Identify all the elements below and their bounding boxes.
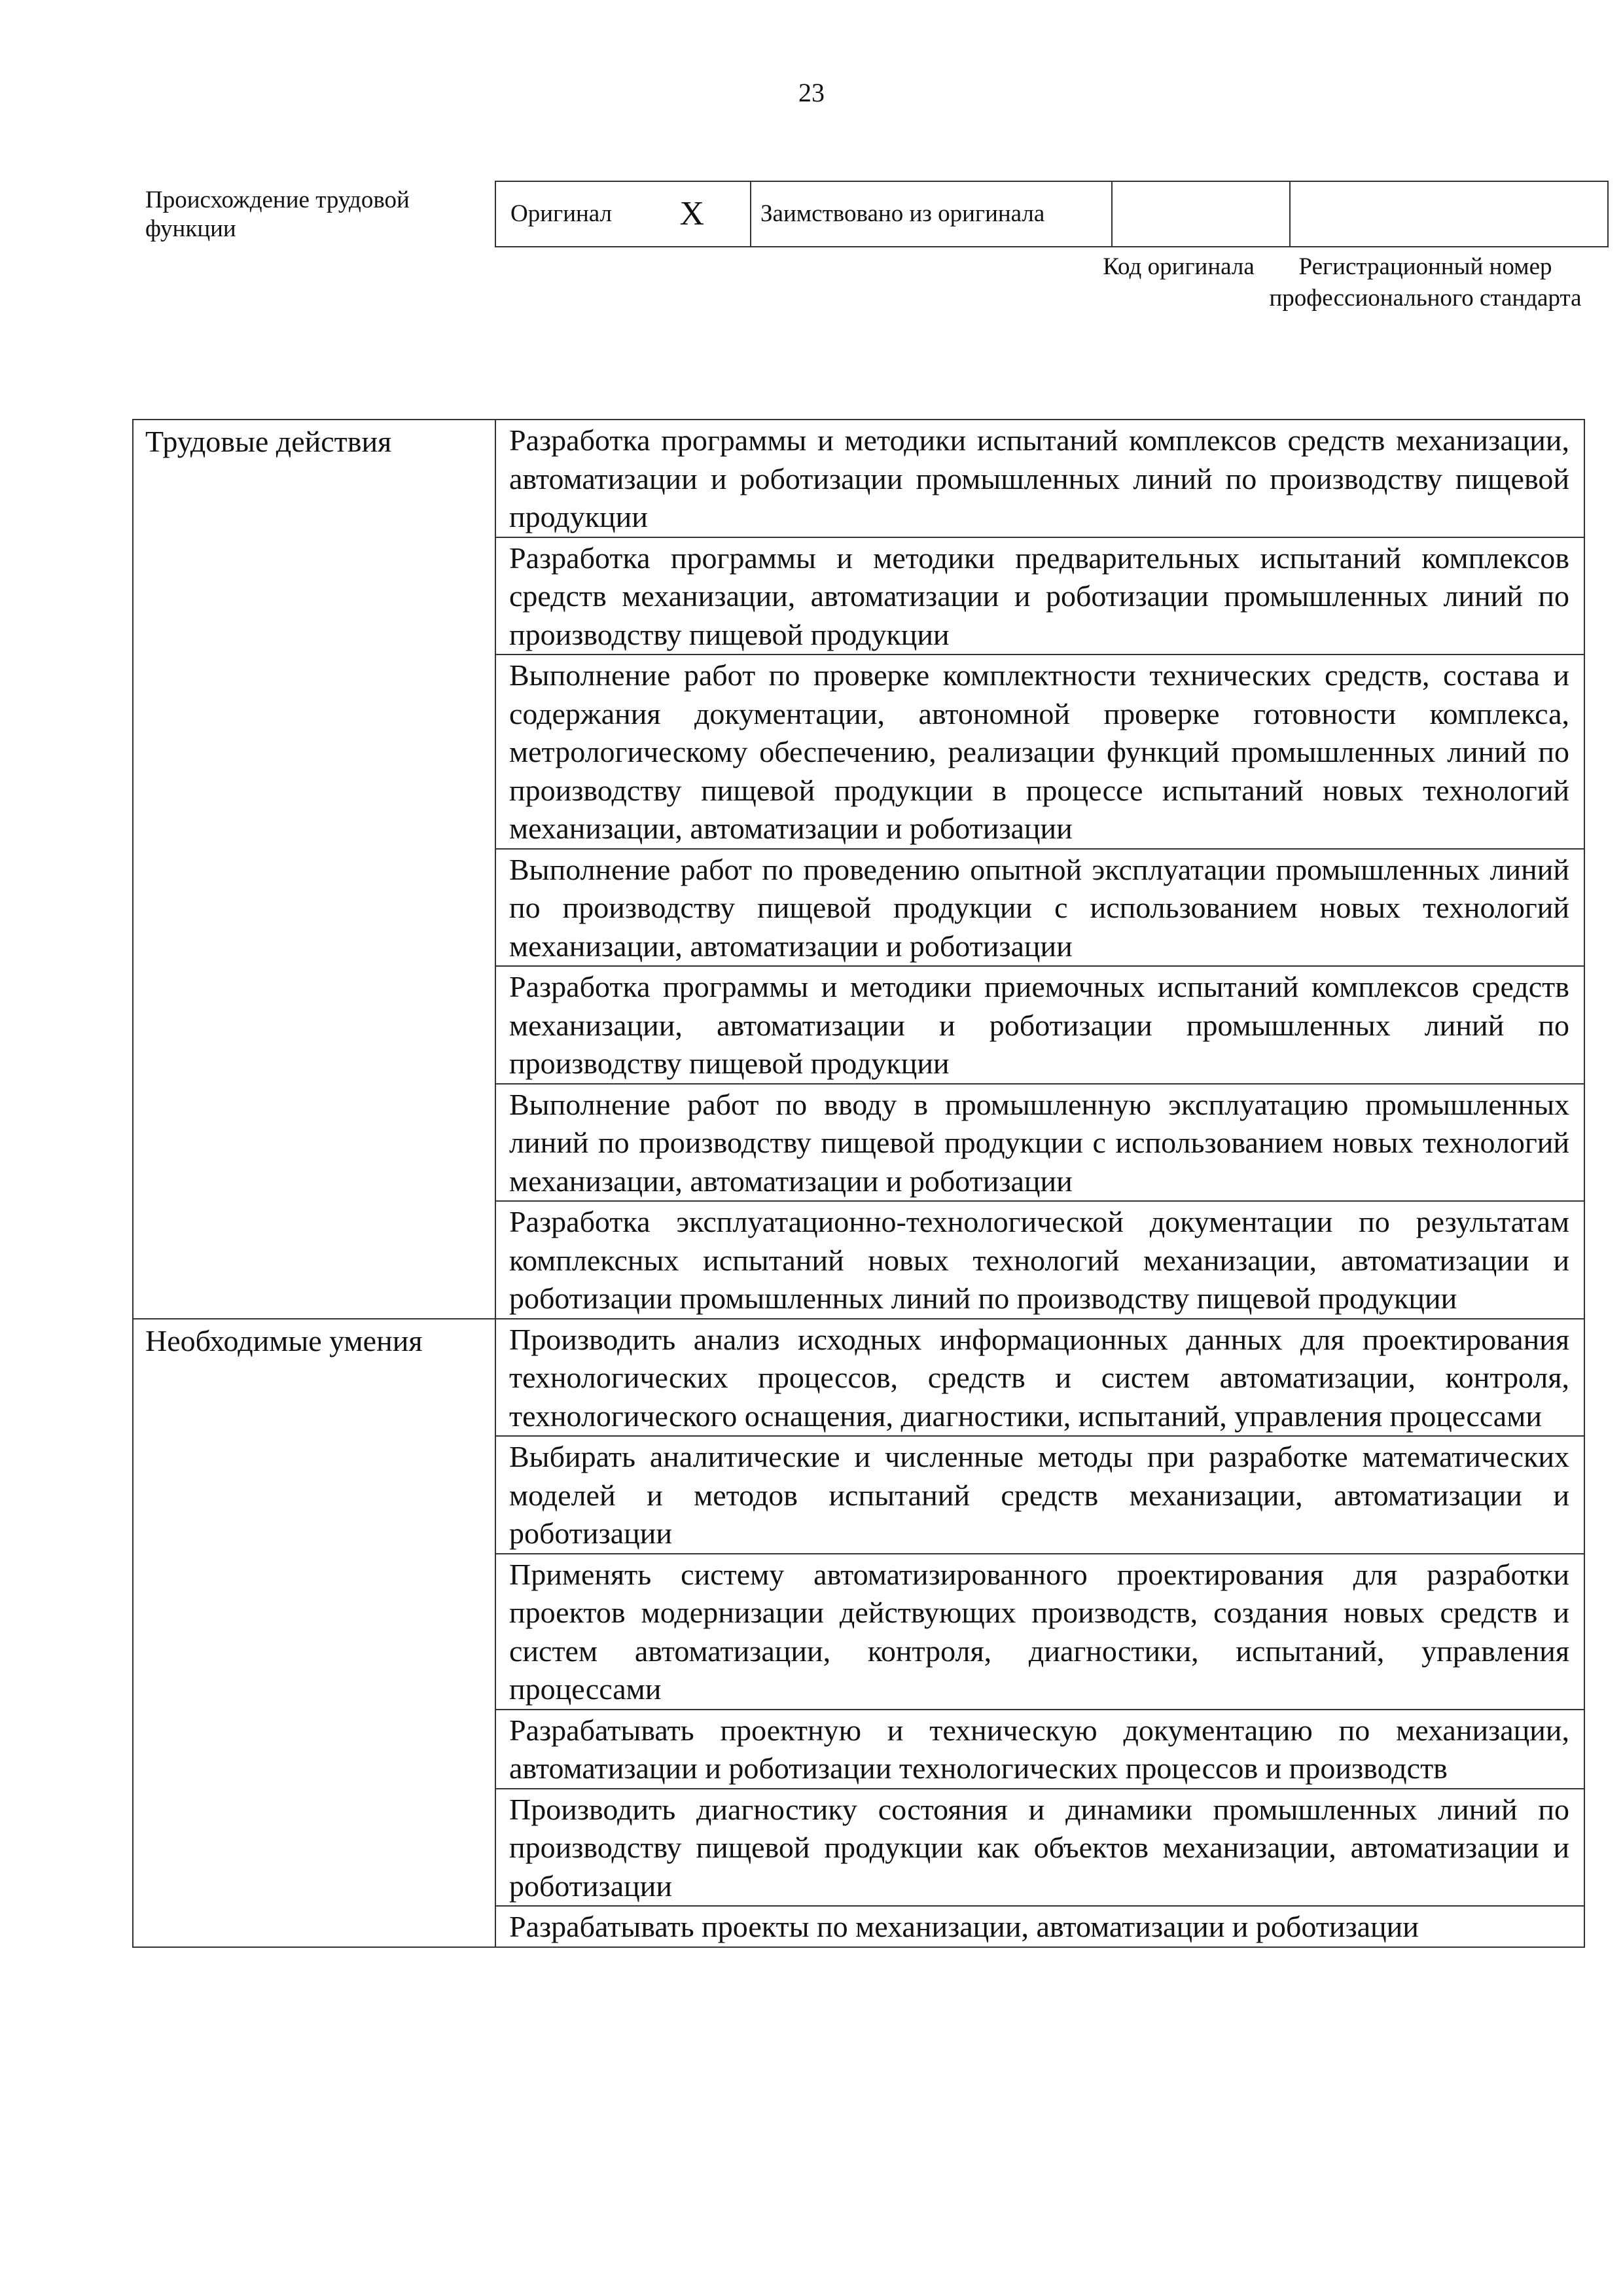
required-skills-item: Производить анализ исходных информационных данных для проектирования технологических процессов, средств и систем автоматизации, контроля, технологического оснащения, диагностики, испытаний, управления процессами xyxy=(495,1319,1584,1437)
registration-number-caption: Регистрационный номер профессионального стандарта xyxy=(1269,253,1582,312)
labor-actions-item: Разработка эксплуатационно-технологической документации по результатам комплексных испытаний новых технологий механизации, автоматизации и роботизации промышленных линий по производству пищевой продукции xyxy=(495,1201,1584,1319)
labor-actions-item: Разработка программы и методики предварительных испытаний комплексов средств механизации, автоматизации и роботизации промышленных линий по производству пищевой продукции xyxy=(495,537,1584,655)
labor-actions-item: Выполнение работ по проведению опытной эксплуатации промышленных линий по производству пищевой продукции с использованием новых технологий механизации, автоматизации и роботизации xyxy=(495,849,1584,967)
page-number: 23 xyxy=(798,78,825,107)
table-row xyxy=(133,1319,1584,1437)
labor-actions-item: Выполнение работ по проверке комплектности технических средств, состава и содержания документации, автономной проверке готовности комплекса, метрологическому обеспечению, реализации функций промышленных линий по производству пищевой продукции в процессе испытаний новых технологий механизации, автоматизации и роботизации xyxy=(495,655,1584,849)
table-row xyxy=(133,420,1584,537)
registration-number-cell xyxy=(1290,181,1608,247)
labor-actions-item: Разработка программы и методики испытаний комплексов средств механизации, автоматизации и роботизации промышленных линий по производству пищевой продукции xyxy=(495,420,1584,537)
borrowed-label: Заимствовано из оригинала xyxy=(751,181,1112,247)
original-code-cell xyxy=(1112,181,1290,247)
required-skills-item: Разрабатывать проектную и техническую документацию по механизации, автоматизации и роботизации технологических процессов и производств xyxy=(495,1710,1584,1789)
labor-actions-item: Выполнение работ по вводу в промышленную эксплуатацию промышленных линий по производству пищевой продукции с использованием новых технологий механизации, автоматизации и роботизации xyxy=(495,1084,1584,1202)
required-skills-label: Необходимые умения xyxy=(133,1319,495,1947)
original-code-caption: Код оригинала xyxy=(1103,253,1255,280)
labor-function-table xyxy=(132,419,1585,1948)
labor-actions-label: Трудовые действия xyxy=(133,420,495,1319)
required-skills-item: Разрабатывать проекты по механизации, автоматизации и роботизации xyxy=(495,1906,1584,1947)
required-skills-item: Применять систему автоматизированного проектирования для разработки проектов модернизации действующих производств, создания новых средств и систем автоматизации, контроля, диагностики, испытаний, управления процессами xyxy=(495,1554,1584,1710)
origin-original-cell xyxy=(495,181,751,247)
original-check-mark: X xyxy=(679,195,704,232)
origin-table xyxy=(495,181,1609,247)
labor-function-table-body xyxy=(133,420,1584,1947)
origin-label: Происхождение трудовой функции xyxy=(145,187,410,242)
required-skills-item: Выбирать аналитические и численные методы при разработке математических моделей и методов испытаний средств механизации, автоматизации и роботизации xyxy=(495,1436,1584,1554)
original-label: Оригинал xyxy=(510,200,613,227)
labor-actions-item: Разработка программы и методики приемочных испытаний комплексов средств механизации, автоматизации и роботизации промышленных линий по производству пищевой продукции xyxy=(495,966,1584,1084)
required-skills-item: Производить диагностику состояния и динамики промышленных линий по производству пищевой продукции как объектов механизации, автоматизации и роботизации xyxy=(495,1789,1584,1907)
